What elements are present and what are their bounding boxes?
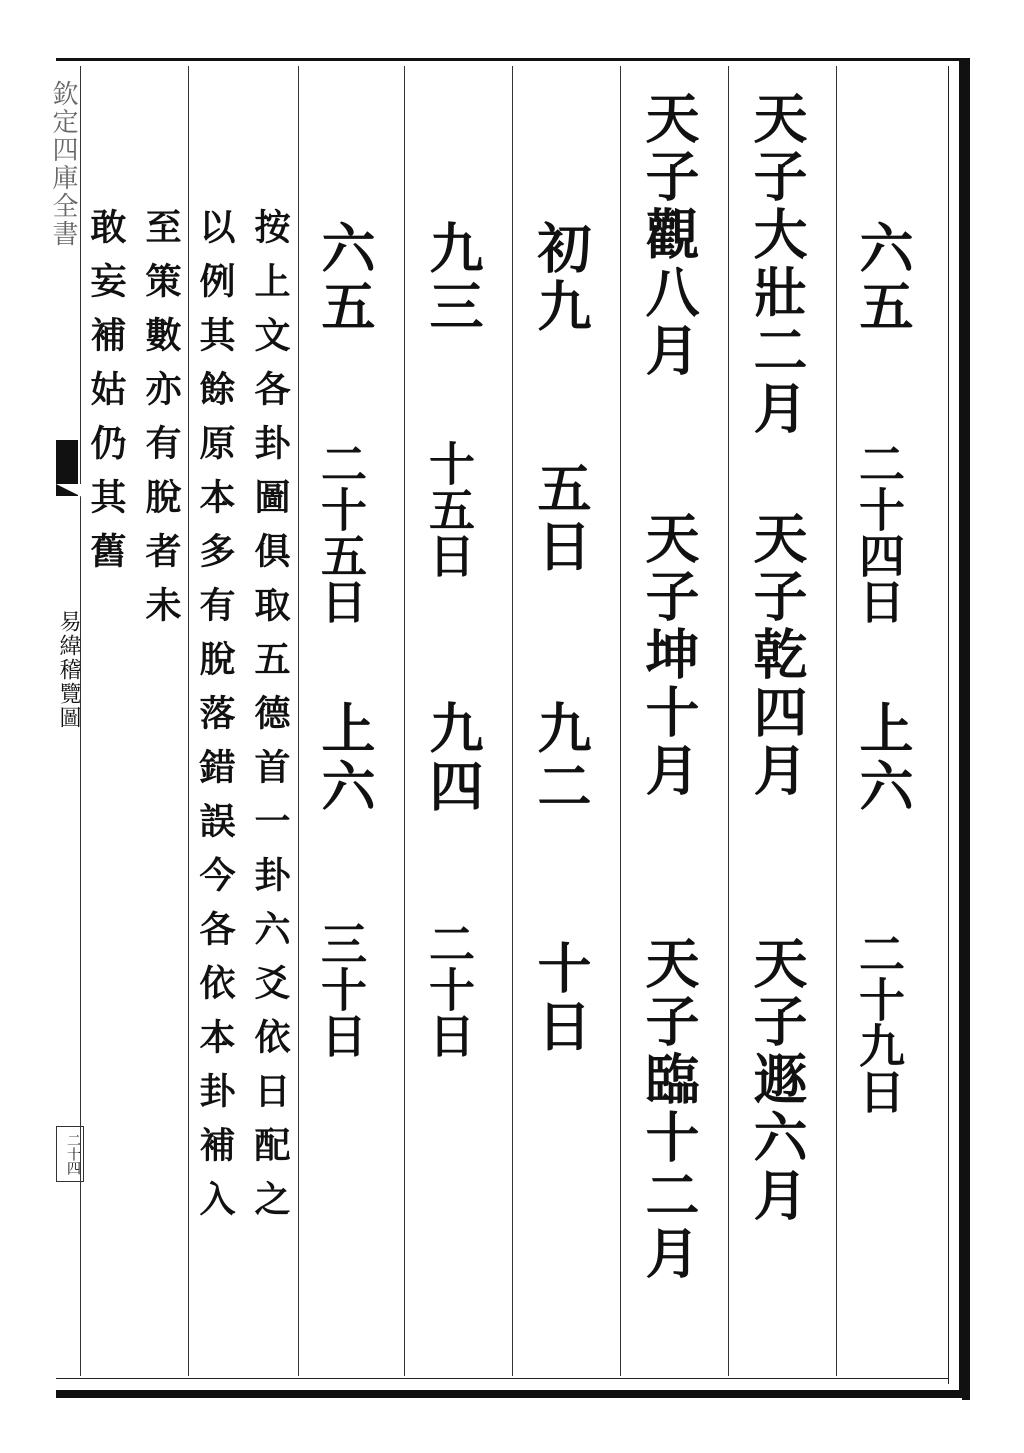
note-line-2: 以例其餘原本多有脫落錯誤今各依本卦補入 <box>194 208 236 1234</box>
margin-book-title: 易緯稽覽圖 <box>56 610 81 730</box>
border-shadow-bottom <box>56 1390 970 1398</box>
column-2-entry-3: 天子遯六月 <box>745 935 809 1225</box>
note-line-1: 按上文各卦圖俱取五德首一卦六爻依日配之 <box>249 208 291 1234</box>
column-6-entry-2: 二十五日 <box>314 440 368 624</box>
note-line-4: 敢妄補姑仍其舊 <box>85 208 127 586</box>
column-rule <box>836 66 837 1376</box>
column-6-entry-1: 六五 <box>313 220 377 336</box>
note-line-3: 至策數亦有脫者未 <box>140 208 182 640</box>
column-1-entry-2: 二十四日 <box>852 440 906 624</box>
column-5-entry-2: 十五日 <box>422 440 476 578</box>
column-4-entry-2: 五日 <box>529 460 593 576</box>
column-rule <box>404 66 405 1376</box>
column-5-entry-4: 二十日 <box>422 920 476 1058</box>
column-rule <box>512 66 513 1376</box>
column-rule <box>728 66 729 1376</box>
column-1-entry-3: 上六 <box>851 700 915 816</box>
fishtail-notch <box>56 484 84 498</box>
column-6-entry-4: 三十日 <box>314 920 368 1058</box>
column-rule <box>188 66 189 1376</box>
column-3-entry-2: 天子坤十月 <box>637 510 701 800</box>
page-frame <box>56 58 962 1394</box>
column-4-entry-1: 初九 <box>529 220 593 336</box>
column-5-entry-1: 九三 <box>421 220 485 336</box>
border-shadow-right <box>962 58 970 1400</box>
column-rule <box>620 66 621 1376</box>
column-6-entry-3: 上六 <box>313 700 377 816</box>
column-4-entry-3: 九二 <box>529 700 593 816</box>
inner-border-bottom <box>56 1378 948 1379</box>
column-2-entry-2: 天子乾四月 <box>745 510 809 800</box>
page-number: 二十四 <box>56 1126 84 1182</box>
margin-header: 欽定四庫全書 <box>48 80 78 248</box>
column-1-entry-4: 二十九日 <box>852 930 906 1114</box>
column-rule <box>298 66 299 1376</box>
column-3-entry-3: 天子臨十二月 <box>637 935 701 1283</box>
inner-border-right <box>948 66 949 1384</box>
column-3-entry-1: 天子觀八月 <box>637 90 701 380</box>
column-4-entry-4: 十日 <box>529 940 593 1056</box>
column-5-entry-3: 九四 <box>421 700 485 816</box>
column-2-entry-1: 天子大壯二月 <box>745 90 809 438</box>
column-1-entry-1: 六五 <box>851 220 915 336</box>
